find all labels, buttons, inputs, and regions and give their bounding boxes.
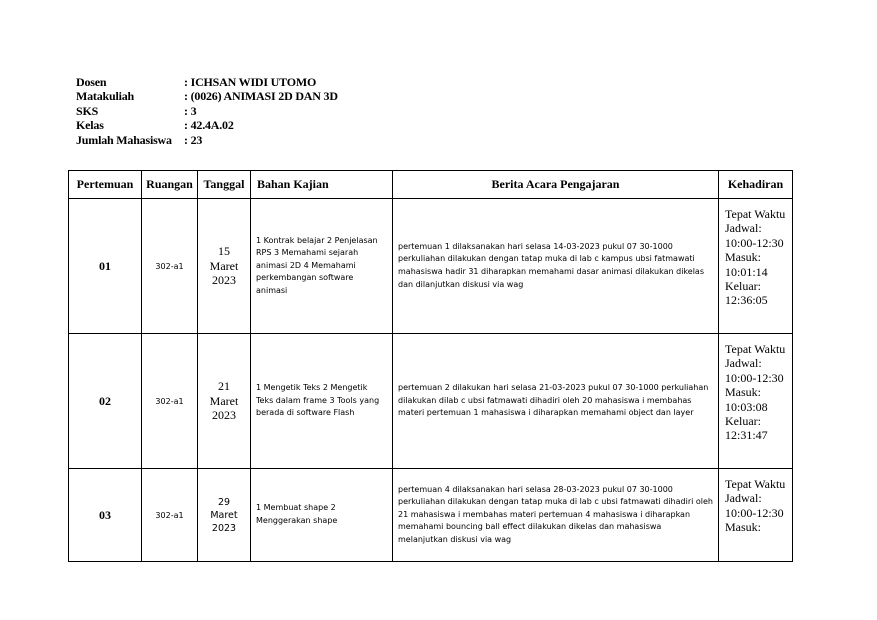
tanggal-cell: 29 Maret 2023 — [198, 469, 251, 562]
col-header-pertemuan: Pertemuan — [69, 171, 142, 199]
sks-value: : 3 — [184, 103, 197, 118]
ruangan-cell: 302-a1 — [142, 469, 198, 562]
kelas-value: : 42.4A.02 — [184, 118, 234, 133]
dosen-row — [76, 75, 338, 89]
kelas-row — [76, 118, 338, 132]
jumlah-value: : 23 — [184, 132, 203, 147]
table-row — [69, 334, 793, 469]
kehadiran-cell: Tepat Waktu Jadwal: 10:00-12:30 Masuk: 10:03:08 Keluar: 12:31:47 — [719, 334, 793, 469]
course-info — [76, 75, 338, 147]
col-header-tanggal: Tanggal — [198, 171, 251, 199]
bahan-kajian-cell: 1 Membuat shape 2 Menggerakan shape — [251, 469, 393, 562]
bahan-kajian-cell: 1 Mengetik Teks 2 Mengetik Teks dalam frame 3 Tools yang berada di software Flash — [251, 334, 393, 469]
matakuliah-row — [76, 89, 338, 103]
sks-label: SKS — [76, 103, 99, 118]
kelas-label: Kelas — [76, 118, 104, 133]
tanggal-cell: 15 Maret 2023 — [198, 199, 251, 334]
col-header-kehadiran: Kehadiran — [719, 171, 793, 199]
ruangan-cell: 302-a1 — [142, 199, 198, 334]
pertemuan-cell: 02 — [69, 334, 142, 469]
attendance-table — [68, 170, 793, 562]
berita-acara-cell: pertemuan 4 dilaksanakan hari selasa 28-03-2023 pukul 07 30-1000 perkuliahan dilakukan dengan tatap muka di lab c ubsi fatmawati dihadiri oleh 21 mahasiswa i membahas materi pertemuan 4 mahasiswa i diharapkan memahami bouncing ball effect dilakukan dikelas dan mahasiswa melanjutkan diskusi via wag — [393, 469, 719, 562]
jumlah-label: Jumlah Mahasiswa — [76, 132, 172, 147]
ruangan-cell: 302-a1 — [142, 334, 198, 469]
table-row — [69, 469, 793, 562]
kehadiran-cell — [719, 469, 793, 562]
berita-acara-cell: pertemuan 1 dilaksanakan hari selasa 14-03-2023 pukul 07 30-1000 perkuliahan dilakukan dengan tatap muka di lab c kampus ubsi fatmawati mahasiswa hadir 31 diharapkan memahami dasar animasi dilakukan dikelas dan dilanjutkan diskusi via wag — [393, 199, 719, 334]
berita-acara-cell: pertemuan 2 dilakukan hari selasa 21-03-2023 pukul 07 30-1000 perkuliahan dilakukan dilab c ubsi fatmawati dihadiri oleh 20 mahasiswa i membahas materi pertemuan 1 mahasiswa i diharapkan memahami object dan layer — [393, 334, 719, 469]
sks-row — [76, 104, 338, 118]
col-header-ruangan: Ruangan — [142, 171, 198, 199]
matakuliah-label: Matakuliah — [76, 89, 135, 104]
bahan-kajian-cell: 1 Kontrak belajar 2 Penjelasan RPS 3 Memahami sejarah animasi 2D 4 Memahami perkembangan software animasi — [251, 199, 393, 334]
pertemuan-cell: 01 — [69, 199, 142, 334]
matakuliah-value: : (0026) ANIMASI 2D DAN 3D — [184, 89, 338, 104]
col-header-bahan-kajian: Bahan Kajian — [251, 171, 393, 199]
table-row — [69, 199, 793, 334]
dosen-value: : ICHSAN WIDI UTOMO — [184, 75, 317, 89]
tanggal-cell: 21 Maret 2023 — [198, 334, 251, 469]
jumlah-row — [76, 133, 338, 147]
col-header-berita-acara: Berita Acara Pengajaran — [393, 171, 719, 199]
kehadiran-text: Tepat Waktu Jadwal: 10:00-12:30 Masuk: — [725, 477, 786, 535]
kehadiran-cell: Tepat Waktu Jadwal: 10:00-12:30 Masuk: 10:01:14 Keluar: 12:36:05 — [719, 199, 793, 334]
dosen-label: Dosen — [76, 75, 107, 89]
pertemuan-cell: 03 — [69, 469, 142, 562]
table-header-row — [69, 171, 793, 199]
